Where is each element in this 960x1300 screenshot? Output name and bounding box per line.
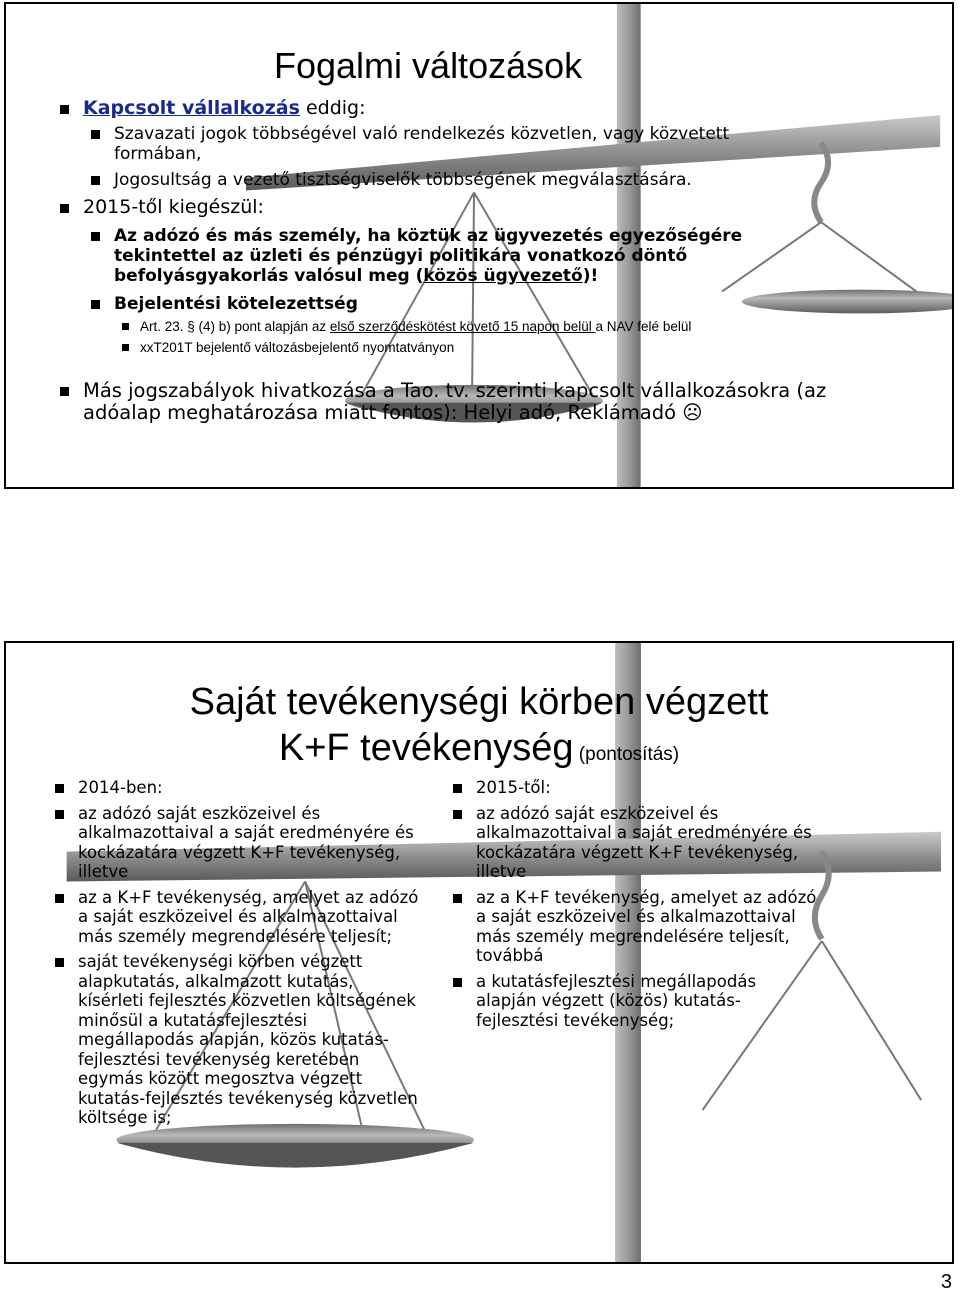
square-bullet-icon <box>91 130 100 139</box>
square-bullet-icon <box>91 232 100 241</box>
square-bullet-icon <box>55 810 64 819</box>
bullet-text: eddig: <box>299 97 366 119</box>
square-bullet-icon <box>91 176 100 185</box>
right-column-2015 <box>476 778 821 1030</box>
square-bullet-icon <box>55 784 64 793</box>
bullet-mas-jogszabalyok: Más jogszabályok hivatkozása a Tao. tv. szerinti kapcsolt vállalkozásokra (az adóalap meghatározása miatt fontos): Helyi adó, Reklámadó ☹ <box>83 380 843 424</box>
sub-bullet-kozos-ugyvezeto: Az adózó és más személy, ha köztük az ügyvezetés egyezőségére tekintettel az üzleti és pénzügyi politikára vonatkozó döntő befolyásgyakorlás valósul meg (közös ügyvezető)! <box>114 226 824 286</box>
list-item: az a K+F tevékenység, amelyet az adózó a saját eszközeivel és alkalmazottaival más személy megrendelésére teljesít, továbbá <box>476 888 821 966</box>
square-bullet-icon <box>55 958 64 967</box>
slide2-title <box>6 679 952 778</box>
square-bullet-icon <box>453 810 462 819</box>
square-bullet-icon <box>60 387 69 396</box>
square-bullet-icon <box>453 978 462 987</box>
square-bullet-icon <box>122 323 129 330</box>
slide2-title-line1: Saját tevékenységi körben végzett <box>189 681 769 723</box>
square-bullet-icon <box>60 105 69 114</box>
term-kapcsolt-vallalkozas: Kapcsolt vállalkozás <box>83 97 300 119</box>
slide2-title-line2: K+F tevékenység (pontosítás) <box>278 727 680 769</box>
bullet-2015-tol: 2015-től kiegészül: <box>83 197 923 218</box>
list-item: az adózó saját eszközeivel és alkalmazottaival a saját eredményére és kockázatára végzett K+F tevékenység, illetve <box>476 804 821 882</box>
sub-sub-bullet-art23: Art. 23. § (4) b) pont alapján az első szerződéskötést követő 15 napon belül a NAV felé belül <box>140 318 780 335</box>
square-bullet-icon <box>453 784 462 793</box>
slide-kf-tevekenyseg <box>4 641 954 1264</box>
title-pontositas: (pontosítás) <box>573 744 680 765</box>
page-number: 3 <box>940 1271 952 1293</box>
bullet-kapcsolt-vallalkozas <box>83 98 923 119</box>
square-bullet-icon <box>60 204 69 213</box>
square-bullet-icon <box>453 894 462 903</box>
list-item: az a K+F tevékenység, amelyet az adózó a saját eszközeivel és alkalmazottaival más személy megrendelésére teljesít; <box>78 888 423 947</box>
slide1-title: Fogalmi változások <box>274 45 583 86</box>
square-bullet-icon <box>122 344 129 351</box>
sub-bullet-bejelentesi: Bejelentési kötelezettség <box>114 294 824 314</box>
sub-sub-bullet-nyomtatvany: xxT201T bejelentő változásbejelentő nyomtatványon <box>140 339 780 356</box>
list-item: az adózó saját eszközeivel és alkalmazottaival a saját eredményére és kockázatára végzett K+F tevékenység, illetve <box>78 804 423 882</box>
list-item: saját tevékenységi körben végzett alapkutatás, alkalmazott kutatás, kísérleti fejlesztés közvetlen költségének minősül a kutatásfejlesztési megállapodás alapján, közös kutatás-fejlesztési tevékenység keretében egymás között megosztva végzett kutatás-fejlesztés tevékenység közvetlen költsége is; <box>78 952 423 1128</box>
left-column-2014 <box>78 778 423 1128</box>
square-bullet-icon <box>91 300 100 309</box>
list-item: 2015-től: <box>476 778 821 798</box>
sub-bullet-jogosultsag: Jogosultság a vezető tisztségviselők többségének megválasztására. <box>114 170 814 190</box>
list-item: a kutatásfejlesztési megállapodás alapján végzett (közös) kutatás-fejlesztési tevékenység; <box>476 972 821 1031</box>
slide-fogalmi-valtozasok <box>4 2 954 489</box>
square-bullet-icon <box>55 894 64 903</box>
list-item: 2014-ben: <box>78 778 423 798</box>
sub-bullet-szavazati: Szavazati jogok többségével való rendelkezés közvetlen, vagy közvetett formában, <box>114 124 814 164</box>
